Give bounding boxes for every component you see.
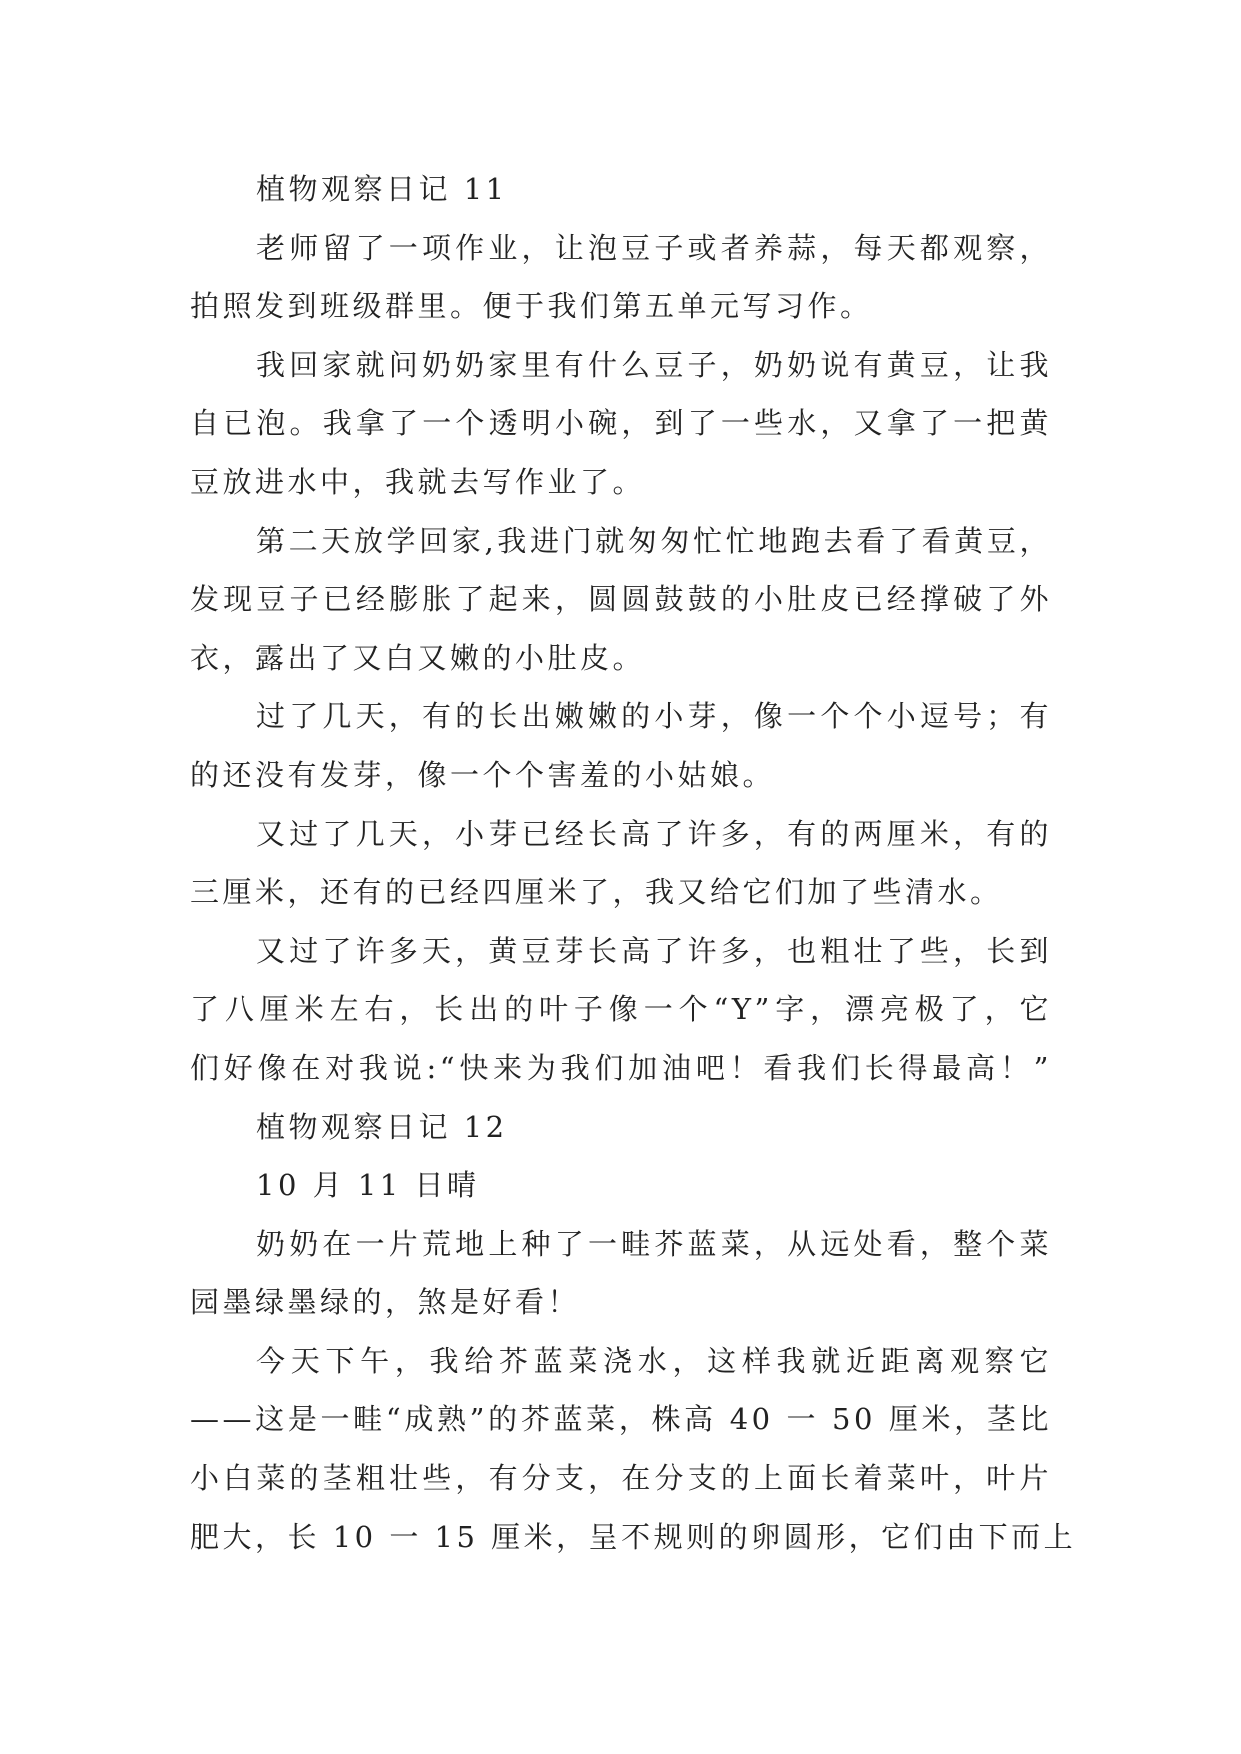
paragraph-line: 衣，露出了又白又嫩的小肚皮。 (190, 640, 646, 675)
document-body (190, 160, 1077, 1566)
paragraph-line: 拍照发到班级群里。便于我们第五单元写习作。 (190, 289, 873, 324)
paragraph-line: 的还没有发芽，像一个个害羞的小姑娘。 (190, 757, 776, 792)
paragraph-line: 们好像在对我说:“快来为我们加油吧！看我们长得最高！” (190, 1050, 1052, 1085)
paragraph-line: 过了几天，有的长出嫩嫩的小芽，像一个个小逗号；有 (256, 699, 1052, 734)
paragraph-line: 自已泡。我拿了一个透明小碗，到了一些水，又拿了一把黄 (190, 406, 1052, 441)
paragraph-line: 我回家就问奶奶家里有什么豆子，奶奶说有黄豆，让我 (256, 347, 1052, 382)
paragraph-line: 三厘米，还有的已经四厘米了，我又给它们加了些清水。 (190, 875, 1003, 910)
paragraph-line: 第二天放学回家,我进门就匆匆忙忙地跑去看了看黄豆， (256, 523, 1052, 558)
paragraph-line: 又过了几天，小芽已经长高了许多，有的两厘米，有的 (256, 816, 1052, 851)
paragraph-line: 又过了许多天，黄豆芽长高了许多，也粗壮了些，长到 (256, 933, 1052, 968)
paragraph-line: 豆放进水中，我就去写作业了。 (190, 464, 646, 499)
paragraph-line: 肥大，长 10 一 15 厘米，呈不规则的卵圆形，它们由下而上 (190, 1519, 1077, 1554)
paragraph-line: 了八厘米左右，长出的叶子像一个“Y”字，漂亮极了，它 (190, 992, 1052, 1027)
paragraph-line: ——这是一畦“成熟”的芥蓝菜，株高 40 一 50 厘米，茎比 (190, 1402, 1052, 1437)
heading-diary-12: 植物观察日记 12 (256, 1109, 508, 1144)
paragraph-line: 奶奶在一片荒地上种了一畦芥蓝菜，从远处看，整个菜 (256, 1226, 1052, 1261)
date-weather-line: 10 月 11 日晴 (256, 1168, 480, 1203)
paragraph-line: 园墨绿墨绿的，煞是好看！ (190, 1285, 581, 1320)
paragraph-line: 发现豆子已经膨胀了起来，圆圆鼓鼓的小肚皮已经撑破了外 (190, 582, 1052, 617)
paragraph-line: 今天下午，我给芥蓝菜浇水，这样我就近距离观察它 (256, 1343, 1052, 1378)
paragraph-line: 小白菜的茎粗壮些，有分支，在分支的上面长着菜叶，叶片 (190, 1461, 1052, 1496)
paragraph-line: 老师留了一项作业，让泡豆子或者养蒜，每天都观察， (256, 230, 1052, 265)
heading-diary-11: 植物观察日记 11 (256, 172, 508, 206)
